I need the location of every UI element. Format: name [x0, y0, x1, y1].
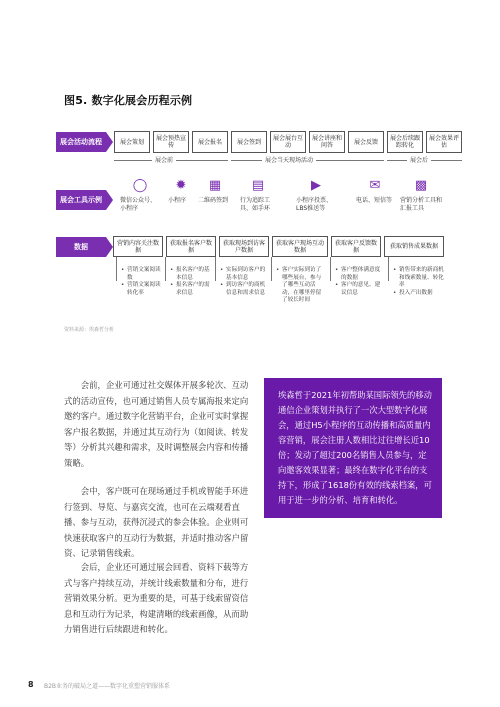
- bullet-item: • 实际到访客户的基本信息: [220, 267, 268, 282]
- connector-line: [271, 257, 272, 281]
- row-arrow-process: [106, 132, 113, 152]
- bullet-item: • 报名客户的需求信息: [170, 282, 214, 297]
- data-box: 营销内容关注数据: [113, 236, 163, 257]
- row-arrow-tools: [106, 190, 113, 210]
- data-box: 获取客户现场互动数据: [272, 236, 328, 257]
- miniprogram-icon: ✹: [175, 178, 187, 193]
- phase-label-after: 展会后: [407, 155, 431, 164]
- stage-box: 展会报名: [192, 131, 228, 153]
- stage-box: 展会预热宣传: [153, 131, 189, 153]
- wechat-icon: ◯: [132, 178, 148, 193]
- row-label-tools: 展会工具示例: [56, 190, 106, 210]
- tool-label: 行为追踪工具、如手环: [240, 197, 271, 212]
- row-arrow-data: [106, 237, 113, 257]
- tool-miniprogram: [168, 178, 194, 205]
- stage-box: 展会效果评估: [426, 131, 462, 153]
- case-callout: 埃森哲于2021年初帮助某国际领先的移动通信企业策划并执行了一次大型数字化展会，通过H5小程序的互动传播和高质量内容营销，展会注册人数相比过往增长近10倍；发动了超过200名销售人员参与，定向邀客效果显著；最终在数字化平台的支持下，形成了1618份有效的线索档案，可用于进一步的分析、培育和转化。: [264, 378, 442, 518]
- tool-vote: [296, 178, 336, 213]
- data-box: 获取现场到访客户数据: [219, 236, 269, 257]
- connector-line: [116, 257, 117, 281]
- body-paragraph: 会后，企业还可通过展会回看、资料下载等方式与客户持续互动，并统计线索数量和分布，进行营销效果分析。更为重要的是，可基于线索留资信息和互动行为记录，构建清晰的线索画像，从而助力销售进行后续跟进和转化。: [64, 562, 249, 634]
- stage-box: 展会签到: [231, 131, 267, 153]
- stage-box: 展会策划: [114, 131, 150, 153]
- tool-qrcode: [198, 178, 232, 205]
- stage-box: 展会讲座和问答: [309, 131, 345, 153]
- body-paragraph: 会中，客户既可在现场通过手机或智能手环进行签到、导览、与嘉宾交流，也可在云端观看直播、参与互动，获得沉浸式的参会体验。企业则可快速获取客户的互动行为数据，并适时推动客户留资、记录销售线索。: [64, 486, 249, 558]
- row-label-data: 数据: [56, 237, 106, 257]
- connector-line: [165, 257, 166, 281]
- bullet-item: • 投入产出数据: [393, 290, 445, 298]
- phase-label-day: 展会当天现场活动: [262, 155, 316, 164]
- data-bullets: [335, 267, 381, 297]
- stage-box: 展会后续跟踪转化: [387, 131, 423, 153]
- footer-text: B2B业务的破局之道——数字化重塑营销服体系: [44, 683, 171, 690]
- stage-box: 展会反馈: [348, 131, 384, 153]
- tool-label: 营销分析工具和汇报工具: [400, 197, 443, 212]
- tool-label: 小程序投票、LBS推送等: [296, 197, 333, 212]
- figure-title: 图5. 数字化展会历程示例: [64, 94, 193, 107]
- figure-source: 资料来源：埃森哲分析: [64, 327, 115, 333]
- row-label-process: 展会活动流程: [56, 132, 106, 152]
- bullet-item: • 营销文案阅读转化率: [121, 282, 163, 297]
- data-box: 获取报名客户数据: [166, 236, 216, 257]
- analytics-icon: ▩: [414, 178, 428, 193]
- connector-line: [388, 257, 389, 281]
- phase-label-before: 展会前: [152, 155, 176, 164]
- tool-label: 电话、短信等: [356, 197, 393, 204]
- bullet-item: • 到访客户的商机信息和需求信息: [220, 282, 268, 297]
- mail-icon: ✉: [369, 178, 381, 193]
- bullet-item: • 销售带来的新商机和线索数量、转化率: [393, 267, 445, 290]
- qrcode-icon: ▦: [208, 178, 222, 193]
- data-bullets: [220, 267, 268, 297]
- data-bullets: [276, 267, 326, 305]
- body-paragraph: 会前，企业可通过社交媒体开展多轮次、互动式的活动宣传，也可通过销售人员专属海报来定向邀约客户。通过数字化营销平台，企业可实时掌握客户报名数据，并通过其互动行为（如阅读、转发等）分析其兴趣和需求，及时调整展会内容和传播策略。: [64, 380, 249, 468]
- tool-sms: [356, 178, 394, 205]
- tool-wechat: [120, 178, 160, 213]
- megaphone-icon: ▶: [311, 178, 321, 193]
- data-bullets: [121, 267, 163, 297]
- tool-label: 小程序: [168, 197, 187, 204]
- bullet-item: • 报名客户的基本信息: [170, 267, 214, 282]
- data-box: 获取客户反馈数据: [331, 236, 381, 257]
- tool-label: 二维码签到: [198, 197, 229, 204]
- tool-label: 微信公众号、小程序: [120, 197, 157, 212]
- phone-icon: ▤: [251, 178, 265, 193]
- stage-box: 展会展台互动: [270, 131, 306, 153]
- bullet-item: • 营销文案阅读数: [121, 267, 163, 282]
- bullet-item: • 客户整体满意度的数据: [335, 267, 381, 282]
- connector-line: [215, 257, 216, 281]
- connector-line: [330, 257, 331, 281]
- data-box: 获取销售成果数据: [384, 236, 444, 257]
- data-bullets: [393, 267, 445, 297]
- data-bullets: [170, 267, 214, 297]
- bullet-item: • 客户的意见、建议信息: [335, 282, 381, 297]
- tool-wristband: [240, 178, 276, 213]
- page-number: 8: [28, 680, 34, 689]
- bullet-item: • 客户实际到访了哪些展台，参与了哪些互动活动，在哪里停留了较长时间: [276, 267, 326, 305]
- tool-analytics: [400, 178, 442, 213]
